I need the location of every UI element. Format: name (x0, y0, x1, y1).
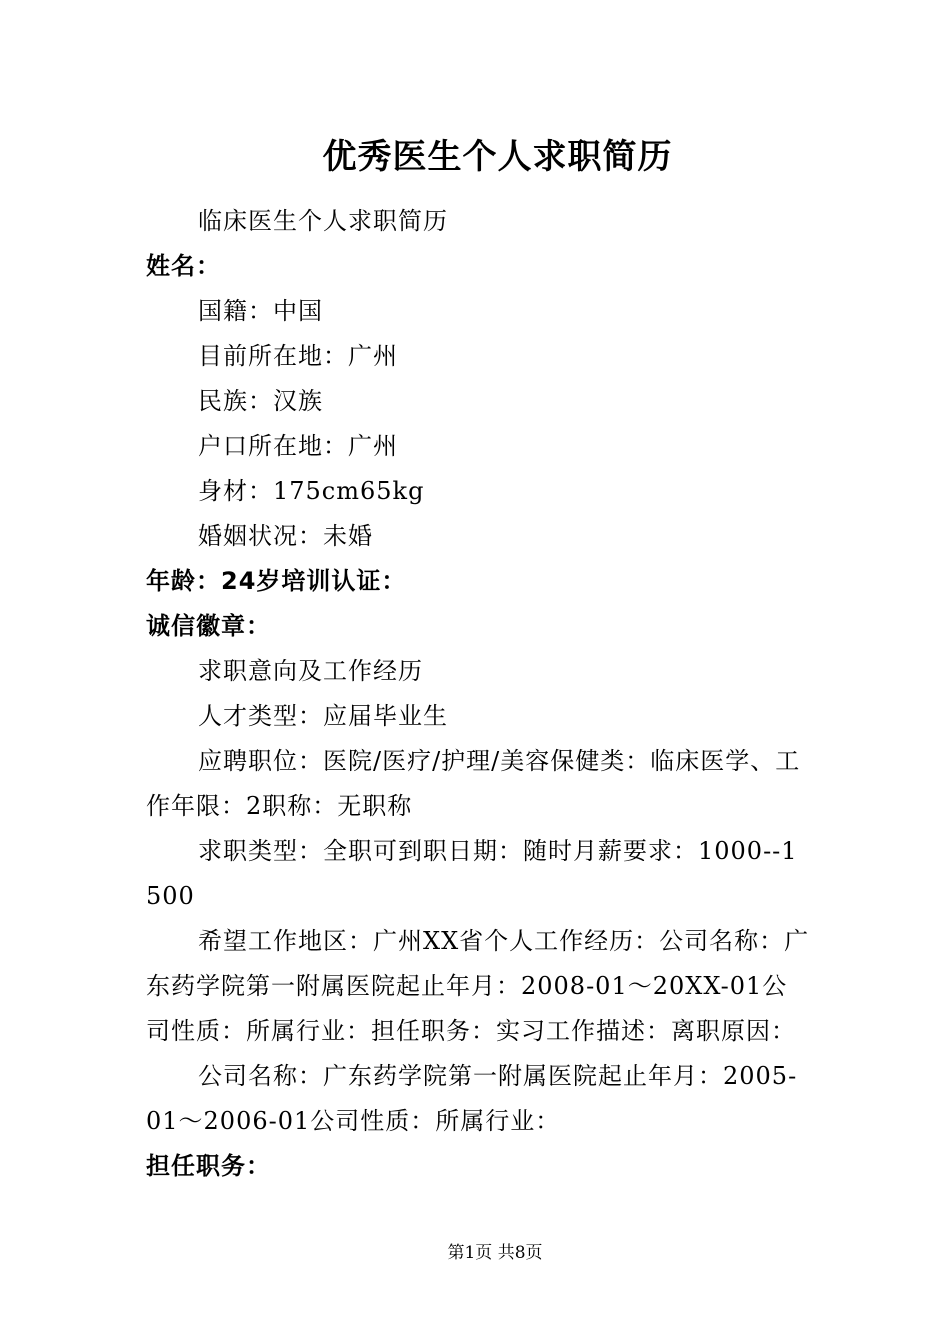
heading-integrity-badge: 诚信徽章： (146, 612, 271, 640)
paragraph-household-location: 户口所在地：广州 (198, 432, 398, 460)
heading-name: 姓名： (146, 252, 221, 280)
paragraph-ethnicity: 民族：汉族 (198, 387, 323, 415)
document-body (146, 199, 810, 1189)
paragraph-talent-type: 人才类型：应届毕业生 (198, 702, 448, 730)
heading-age-certification: 年龄：24岁培训认证： (146, 567, 407, 595)
paragraph-subtitle: 临床医生个人求职简历 (198, 207, 448, 235)
paragraph-job-intention: 求职意向及工作经历 (198, 657, 423, 685)
paragraph-work-experience-1: 希望工作地区：广州XX省个人工作经历：公司名称：广东药学院第一附属医院起止年月：2008-01～20XX-01公司性质：所属行业：担任职务：实习工作描述：离职原因： (146, 927, 810, 1045)
paragraph-marital-status: 婚姻状况：未婚 (198, 522, 373, 550)
paragraph-physique: 身材：175cm65kg (198, 477, 425, 505)
paragraph-current-location: 目前所在地：广州 (198, 342, 398, 370)
document-title: 优秀医生个人求职简历 (322, 137, 673, 177)
paragraph-work-experience-2: 公司名称：广东药学院第一附属医院起止年月：2005-01～2006-01公司性质：所属行业： (146, 1062, 798, 1135)
paragraph-nationality: 国籍：中国 (198, 297, 323, 325)
page-footer: 第1页 共8页 (447, 1243, 543, 1263)
heading-position-held: 担任职务： (146, 1152, 271, 1180)
paragraph-position: 应聘职位：医院/医疗/护理/美容保健类：临床医学、工作年限：2职称：无职称 (146, 747, 801, 820)
paragraph-job-type: 求职类型：全职可到职日期：随时月薪要求：1000--1500 (146, 837, 798, 910)
